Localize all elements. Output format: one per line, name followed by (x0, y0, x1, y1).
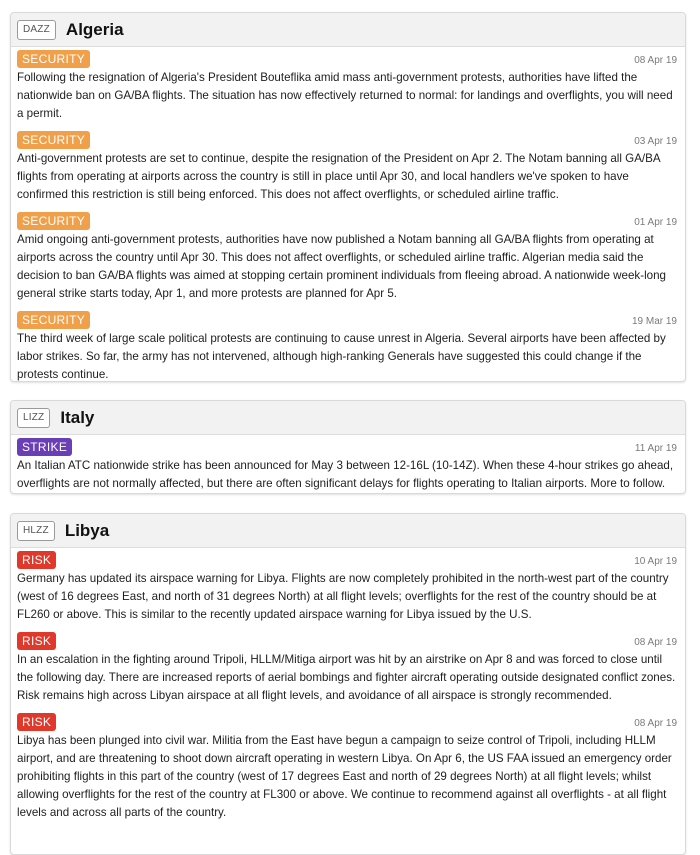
country-header[interactable] (11, 514, 685, 548)
alert-text: Following the resignation of Algeria's President Bouteflika amid mass anti-government protests, authorities have lifted the nationwide ban on GA/BA flights. The situation has now effectively returned to normal: for landings and overflights, you will need a permit. (17, 71, 673, 120)
security-tag: SECURITY (17, 311, 90, 329)
alert-item (11, 208, 685, 307)
icao-code-badge: DAZZ (17, 20, 56, 40)
icao-code-badge: LIZZ (17, 408, 50, 428)
alert-text: In an escalation in the fighting around Tripoli, HLLM/Mitiga airport was hit by an airstrike on Apr 8 and was forced to close until the following day. There are increased reports of aerial bombings and fighter aircraft operating outside designated conflict zones. Risk remains high across Libyan airspace at all flight levels, and avoidance of all airspace is strongly recommended. (17, 653, 676, 702)
country-header[interactable] (11, 401, 685, 435)
alert-item (11, 548, 685, 628)
country-card-libya (10, 513, 686, 855)
alert-date: 11 Apr 19 (634, 443, 677, 454)
risk-tag: RISK (17, 713, 56, 731)
country-card-italy (10, 400, 686, 494)
country-name: Libya (64, 520, 110, 540)
alert-item (11, 307, 685, 382)
alert-date: 08 Apr 19 (634, 55, 677, 66)
alert-date: 19 Mar 19 (631, 316, 677, 327)
strike-tag: STRIKE (17, 438, 72, 456)
risk-tag: RISK (17, 632, 56, 650)
alert-date: 10 Apr 19 (634, 556, 677, 567)
country-card-algeria (10, 12, 686, 382)
alert-item (11, 628, 685, 709)
alert-date: 08 Apr 19 (634, 637, 677, 648)
country-name: Algeria (65, 19, 124, 39)
alert-item (11, 709, 685, 826)
security-tag: SECURITY (17, 131, 90, 149)
alert-text: The third week of large scale political protests are continuing to cause unrest in Algeria. Several airports have been affected by labor strikes. So far, the army has not intervened, although high-ranking Generals have suggested this could change if the protests continue. (17, 332, 666, 381)
country-header[interactable] (11, 13, 685, 47)
risk-tag: RISK (17, 551, 56, 569)
alert-text: Amid ongoing anti-government protests, authorities have now published a Notam banning all GA/BA flights from operating at airports across the country until Apr 30. This does not affect overflights, or scheduled airline traffic. Algerian media said the decision to ban GA/BA flights was aimed at stopping certain prominent individuals from fleeing abroad. A nationwide week-long general strike starts today, Apr 1, and more protests are planned for Apr 5. (17, 233, 666, 300)
security-tag: SECURITY (17, 212, 90, 230)
alert-item (11, 435, 685, 494)
country-name: Italy (60, 407, 95, 427)
alert-text: Germany has updated its airspace warning for Libya. Flights are now completely prohibited in the north-west part of the country (west of 16 degrees East, and north of 31 degrees North) at all flight levels; overflights for the rest of the country should be at FL260 or above. This is similar to the recently updated airspace warning for Libya issued by the U.S. (17, 572, 669, 621)
alert-text: Anti-government protests are set to continue, despite the resignation of the President on Apr 2. The Notam banning all GA/BA flights from operating at airports across the country is still in place until Apr 30, and local handlers we've spoken to have confirmed this restriction is still being enforced. This does not affect overflights, or scheduled airline traffic. (17, 152, 660, 201)
alert-date: 03 Apr 19 (634, 136, 677, 147)
alert-item (11, 47, 685, 127)
alert-text: Libya has been plunged into civil war. Militia from the East have begun a campaign to seize control of Tripoli, including HLLM airport, and are threatening to shoot down aircraft operating in western Libya. On Apr 6, the US FAA issued an emergency order prohibiting flights in this part of the country (west of 17 degrees East and north of 29 degrees North) at all flight levels; whilst allowing overflights for the rest of the country at FL300 or above. We continue to recommend against all overflights - at all flight levels and across all parts of the country. (17, 734, 672, 819)
security-tag: SECURITY (17, 50, 90, 68)
alert-item (11, 127, 685, 208)
icao-code-badge: HLZZ (17, 521, 55, 541)
alert-date: 01 Apr 19 (634, 217, 677, 228)
alert-text: An Italian ATC nationwide strike has been announced for May 3 between 12-16L (10-14Z). When these 4-hour strikes go ahead, overflights are not normally affected, but there are often significant delays for flights operating to Italian airports. More to follow. (17, 459, 674, 490)
alert-date: 08 Apr 19 (634, 718, 677, 729)
